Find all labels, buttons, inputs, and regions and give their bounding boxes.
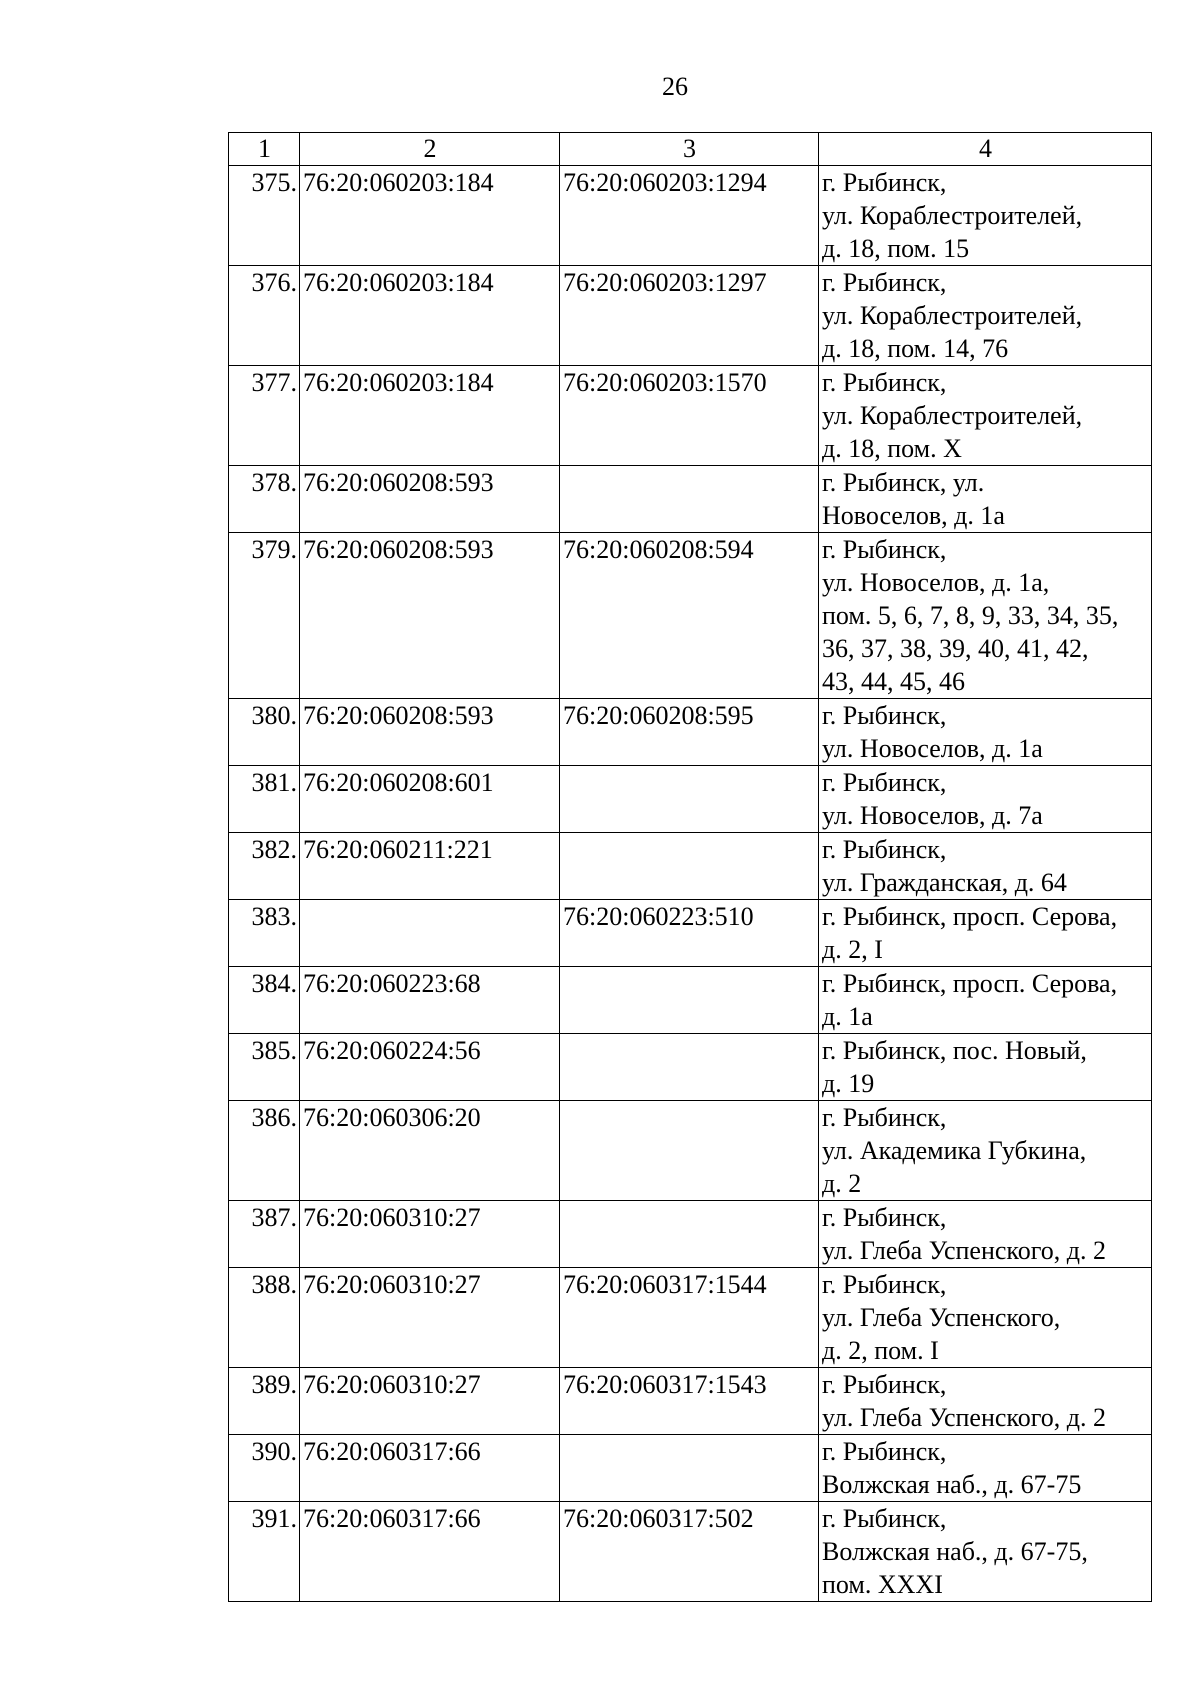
row-number-cell: 377. — [229, 366, 300, 466]
cadastral-number-cell: 76:20:060306:20 — [300, 1101, 560, 1201]
address-cell: г. Рыбинск, просп. Серова, д. 1а — [819, 967, 1152, 1034]
table-row — [229, 699, 1152, 766]
table-row — [229, 766, 1152, 833]
sub-cadastral-number-cell — [560, 967, 819, 1034]
cadastral-number-cell: 76:20:060208:593 — [300, 699, 560, 766]
table-row — [229, 166, 1152, 266]
table-row — [229, 1435, 1152, 1502]
row-number-cell: 379. — [229, 533, 300, 699]
cadastral-number-cell: 76:20:060208:601 — [300, 766, 560, 833]
address-cell: г. Рыбинск, Волжская наб., д. 67-75, пом. XXXI — [819, 1502, 1152, 1602]
sub-cadastral-number-cell: 76:20:060203:1570 — [560, 366, 819, 466]
row-number-cell: 382. — [229, 833, 300, 900]
cadastral-number-cell: 76:20:060208:593 — [300, 533, 560, 699]
table-row — [229, 466, 1152, 533]
sub-cadastral-number-cell: 76:20:060203:1297 — [560, 266, 819, 366]
row-number-cell: 389. — [229, 1368, 300, 1435]
table-row — [229, 266, 1152, 366]
table-row — [229, 900, 1152, 967]
table-row — [229, 1034, 1152, 1101]
table-row — [229, 833, 1152, 900]
sub-cadastral-number-cell: 76:20:060203:1294 — [560, 166, 819, 266]
address-cell: г. Рыбинск, ул. Гражданская, д. 64 — [819, 833, 1152, 900]
address-cell: г. Рыбинск, ул. Кораблестроителей, д. 18, пом. X — [819, 366, 1152, 466]
row-number-cell: 390. — [229, 1435, 300, 1502]
cadastral-number-cell — [300, 900, 560, 967]
sub-cadastral-number-cell — [560, 1201, 819, 1268]
sub-cadastral-number-cell — [560, 766, 819, 833]
sub-cadastral-number-cell: 76:20:060317:502 — [560, 1502, 819, 1602]
sub-cadastral-number-cell — [560, 1101, 819, 1201]
table-header-row — [229, 133, 1152, 166]
cadastral-number-cell: 76:20:060203:184 — [300, 366, 560, 466]
address-cell: г. Рыбинск, ул. Новоселов, д. 1а, пом. 5, 6, 7, 8, 9, 33, 34, 35, 36, 37, 38, 39, 40, 41, 42, 43, 44, 45, 46 — [819, 533, 1152, 699]
table-row — [229, 1368, 1152, 1435]
row-number-cell: 378. — [229, 466, 300, 533]
sub-cadastral-number-cell: 76:20:060208:594 — [560, 533, 819, 699]
row-number-cell: 380. — [229, 699, 300, 766]
cadastral-number-cell: 76:20:060224:56 — [300, 1034, 560, 1101]
cadastral-number-cell: 76:20:060310:27 — [300, 1268, 560, 1368]
row-number-cell: 376. — [229, 266, 300, 366]
column-header: 2 — [300, 133, 560, 166]
address-cell: г. Рыбинск, ул. Глеба Успенского, д. 2, пом. I — [819, 1268, 1152, 1368]
sub-cadastral-number-cell — [560, 833, 819, 900]
table-row — [229, 533, 1152, 699]
address-cell: г. Рыбинск, ул. Кораблестроителей, д. 18, пом. 14, 76 — [819, 266, 1152, 366]
row-number-cell: 375. — [229, 166, 300, 266]
address-cell: г. Рыбинск, ул. Новоселов, д. 1а — [819, 466, 1152, 533]
sub-cadastral-number-cell — [560, 466, 819, 533]
cadastral-number-cell: 76:20:060208:593 — [300, 466, 560, 533]
table-row — [229, 1268, 1152, 1368]
cadastral-number-cell: 76:20:060310:27 — [300, 1201, 560, 1268]
page-number: 26 — [662, 72, 688, 101]
table-row — [229, 1201, 1152, 1268]
table-row — [229, 1101, 1152, 1201]
cadastral-number-cell: 76:20:060211:221 — [300, 833, 560, 900]
sub-cadastral-number-cell: 76:20:060223:510 — [560, 900, 819, 967]
sub-cadastral-number-cell: 76:20:060317:1544 — [560, 1268, 819, 1368]
cadastral-number-cell: 76:20:060317:66 — [300, 1502, 560, 1602]
address-cell: г. Рыбинск, просп. Серова, д. 2, I — [819, 900, 1152, 967]
address-cell: г. Рыбинск, ул. Новоселов, д. 7а — [819, 766, 1152, 833]
address-cell: г. Рыбинск, Волжская наб., д. 67-75 — [819, 1435, 1152, 1502]
table-row — [229, 1502, 1152, 1602]
row-number-cell: 386. — [229, 1101, 300, 1201]
sub-cadastral-number-cell — [560, 1435, 819, 1502]
row-number-cell: 381. — [229, 766, 300, 833]
cadastral-number-cell: 76:20:060203:184 — [300, 266, 560, 366]
property-registry-table — [228, 132, 1152, 1602]
address-cell: г. Рыбинск, ул. Новоселов, д. 1а — [819, 699, 1152, 766]
address-cell: г. Рыбинск, ул. Академика Губкина, д. 2 — [819, 1101, 1152, 1201]
address-cell: г. Рыбинск, ул. Кораблестроителей, д. 18, пом. 15 — [819, 166, 1152, 266]
address-cell: г. Рыбинск, пос. Новый, д. 19 — [819, 1034, 1152, 1101]
table-row — [229, 366, 1152, 466]
sub-cadastral-number-cell: 76:20:060317:1543 — [560, 1368, 819, 1435]
row-number-cell: 383. — [229, 900, 300, 967]
row-number-cell: 388. — [229, 1268, 300, 1368]
address-cell: г. Рыбинск, ул. Глеба Успенского, д. 2 — [819, 1201, 1152, 1268]
row-number-cell: 387. — [229, 1201, 300, 1268]
column-header: 3 — [560, 133, 819, 166]
table-row — [229, 967, 1152, 1034]
address-cell: г. Рыбинск, ул. Глеба Успенского, д. 2 — [819, 1368, 1152, 1435]
cadastral-number-cell: 76:20:060203:184 — [300, 166, 560, 266]
row-number-cell: 391. — [229, 1502, 300, 1602]
cadastral-number-cell: 76:20:060310:27 — [300, 1368, 560, 1435]
row-number-cell: 385. — [229, 1034, 300, 1101]
row-number-cell: 384. — [229, 967, 300, 1034]
sub-cadastral-number-cell — [560, 1034, 819, 1101]
cadastral-number-cell: 76:20:060317:66 — [300, 1435, 560, 1502]
column-header: 4 — [819, 133, 1152, 166]
cadastral-number-cell: 76:20:060223:68 — [300, 967, 560, 1034]
column-header: 1 — [229, 133, 300, 166]
sub-cadastral-number-cell: 76:20:060208:595 — [560, 699, 819, 766]
